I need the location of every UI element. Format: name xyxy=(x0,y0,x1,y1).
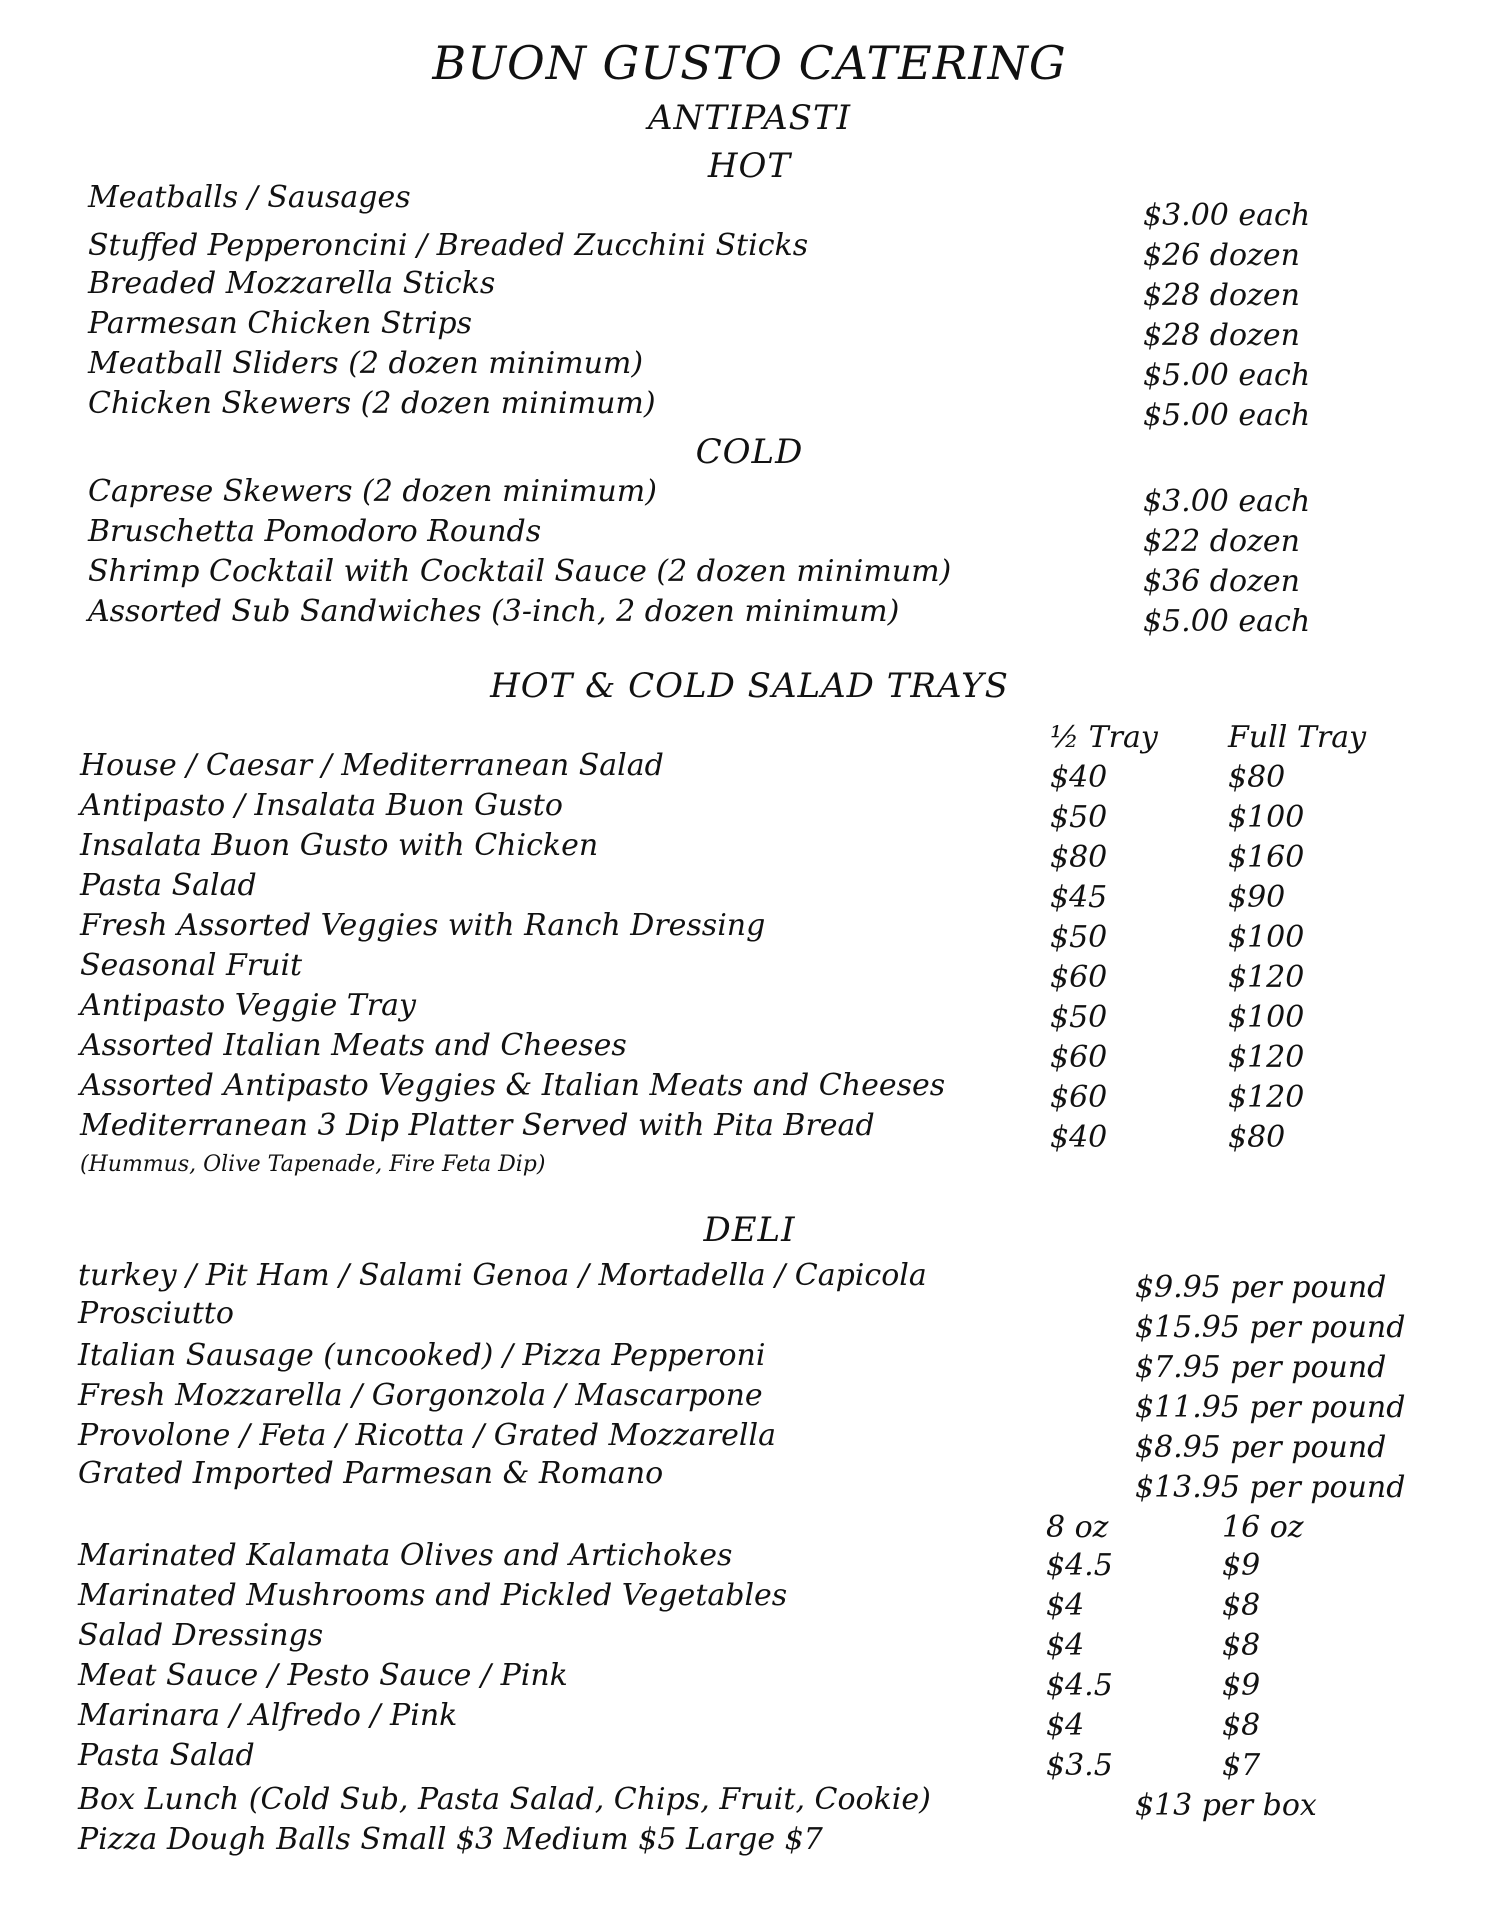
menu-price-8oz: $4.5 xyxy=(1046,1668,1113,1703)
subheading-hot: HOT xyxy=(707,146,792,186)
menu-item-box-lunch: Box Lunch (Cold Sub, Pasta Salad, Chips, Fruit, Cookie) xyxy=(78,1782,931,1817)
menu-price-16oz: $9 xyxy=(1222,1668,1261,1703)
menu-item: Prosciutto xyxy=(78,1296,234,1331)
section-heading-antipasti: ANTIPASTI xyxy=(647,98,852,138)
menu-price-full: $100 xyxy=(1228,920,1305,955)
menu-item: House / Caesar / Mediterranean Salad xyxy=(80,748,664,783)
menu-price-16oz: $8 xyxy=(1222,1708,1261,1743)
menu-item: Breaded Mozzarella Sticks xyxy=(88,266,496,301)
menu-price-8oz: $4.5 xyxy=(1046,1548,1113,1583)
menu-price: $28 dozen xyxy=(1143,278,1300,313)
menu-price: $5.00 each xyxy=(1143,398,1311,433)
menu-price-half: $40 xyxy=(1050,1120,1108,1155)
menu-price-full: $120 xyxy=(1228,960,1305,995)
menu-price: $28 dozen xyxy=(1143,318,1300,353)
menu-item: turkey / Pit Ham / Salami Genoa / Mortadella / Capicola xyxy=(78,1258,927,1293)
menu-item: Stuffed Pepperoncini / Breaded Zucchini Sticks xyxy=(88,228,809,263)
menu-item: Seasonal Fruit xyxy=(80,948,303,983)
menu-price-half: $60 xyxy=(1050,1080,1108,1115)
menu-item: Parmesan Chicken Strips xyxy=(88,306,473,341)
menu-item: Chicken Skewers (2 dozen minimum) xyxy=(88,386,656,421)
menu-price-16oz: $8 xyxy=(1222,1588,1261,1623)
menu-item-pizza-dough: Pizza Dough Balls Small $3 Medium $5 Large $7 xyxy=(78,1822,823,1857)
section-heading-salad-trays: HOT & COLD SALAD TRAYS xyxy=(490,666,1009,706)
menu-price-box-lunch: $13 per box xyxy=(1135,1788,1317,1823)
menu-item: Fresh Assorted Veggies with Ranch Dressing xyxy=(80,908,766,943)
menu-price: $26 dozen xyxy=(1143,238,1300,273)
menu-price-full: $160 xyxy=(1228,840,1305,875)
menu-price-full: $100 xyxy=(1228,1000,1305,1035)
menu-price-full: $90 xyxy=(1228,880,1286,915)
menu-item: Mediterranean 3 Dip Platter Served with Pita Bread xyxy=(80,1108,875,1143)
menu-price: $5.00 each xyxy=(1143,604,1311,639)
menu-item: Caprese Skewers (2 dozen minimum) xyxy=(88,474,657,509)
menu-price: $22 dozen xyxy=(1143,524,1300,559)
menu-price-16oz: $9 xyxy=(1222,1548,1261,1583)
menu-price-half: $50 xyxy=(1050,800,1108,835)
menu-item: Assorted Italian Meats and Cheeses xyxy=(80,1028,627,1063)
menu-price-16oz: $8 xyxy=(1222,1628,1261,1663)
menu-item: Grated Imported Parmesan & Romano xyxy=(78,1456,664,1491)
menu-price-half: $80 xyxy=(1050,840,1108,875)
column-header-full-tray: Full Tray xyxy=(1228,720,1367,755)
menu-price-8oz: $3.5 xyxy=(1046,1748,1113,1783)
menu-price-full: $120 xyxy=(1228,1080,1305,1115)
menu-title: BUON GUSTO CATERING xyxy=(432,36,1067,90)
menu-item: Marinara / Alfredo / Pink xyxy=(78,1698,458,1733)
menu-price-full: $80 xyxy=(1228,1120,1286,1155)
menu-price-half: $60 xyxy=(1050,1040,1108,1075)
menu-price-half: $45 xyxy=(1050,880,1108,915)
menu-item: Pasta Salad xyxy=(78,1738,255,1773)
menu-price: $8.95 per pound xyxy=(1135,1430,1387,1465)
menu-item: Provolone / Feta / Ricotta / Grated Mozzarella xyxy=(78,1418,776,1453)
menu-price-8oz: $4 xyxy=(1046,1588,1085,1623)
menu-price-half: $50 xyxy=(1050,920,1108,955)
menu-item: Assorted Antipasto Veggies & Italian Meats and Cheeses xyxy=(80,1068,946,1103)
menu-price: $36 dozen xyxy=(1143,564,1300,599)
menu-item: Italian Sausage (uncooked) / Pizza Pepperoni xyxy=(78,1338,766,1373)
menu-price: $11.95 per pound xyxy=(1135,1390,1406,1425)
menu-price: $3.00 each xyxy=(1143,484,1311,519)
menu-price-16oz: $7 xyxy=(1222,1748,1261,1783)
menu-item: Meatballs / Sausages xyxy=(88,180,411,215)
menu-item: Marinated Mushrooms and Pickled Vegetables xyxy=(78,1578,788,1613)
menu-price-half: $60 xyxy=(1050,960,1108,995)
menu-item: Insalata Buon Gusto with Chicken xyxy=(80,828,599,863)
menu-price-full: $120 xyxy=(1228,1040,1305,1075)
menu-price-8oz: $4 xyxy=(1046,1628,1085,1663)
menu-item: Shrimp Cocktail with Cocktail Sauce (2 dozen minimum) xyxy=(88,554,952,589)
menu-item-note: (Hummus, Olive Tapenade, Fire Feta Dip) xyxy=(80,1152,546,1177)
menu-price: $3.00 each xyxy=(1143,198,1311,233)
column-header-half-tray: ½ Tray xyxy=(1050,720,1158,755)
menu-item: Meat Sauce / Pesto Sauce / Pink xyxy=(78,1658,568,1693)
menu-price: $13.95 per pound xyxy=(1135,1470,1406,1505)
menu-price: $7.95 per pound xyxy=(1135,1350,1387,1385)
menu-price: $9.95 per pound xyxy=(1135,1270,1387,1305)
menu-item: Pasta Salad xyxy=(80,868,257,903)
menu-item: Marinated Kalamata Olives and Artichokes xyxy=(78,1538,733,1573)
menu-item: Salad Dressings xyxy=(78,1618,324,1653)
menu-price: $5.00 each xyxy=(1143,358,1311,393)
menu-item: Antipasto / Insalata Buon Gusto xyxy=(80,788,563,823)
menu-item: Bruschetta Pomodoro Rounds xyxy=(88,514,542,549)
section-heading-deli: DELI xyxy=(703,1210,796,1250)
menu-item: Fresh Mozzarella / Gorgonzola / Mascarpone xyxy=(78,1378,763,1413)
menu-price-half: $40 xyxy=(1050,760,1108,795)
menu-item: Assorted Sub Sandwiches (3-inch, 2 dozen minimum) xyxy=(88,594,900,629)
subheading-cold: COLD xyxy=(695,432,804,472)
menu-item: Antipasto Veggie Tray xyxy=(80,988,416,1023)
menu-price-half: $50 xyxy=(1050,1000,1108,1035)
menu-item: Meatball Sliders (2 dozen minimum) xyxy=(88,346,644,381)
menu-price-full: $80 xyxy=(1228,760,1286,795)
menu-price-full: $100 xyxy=(1228,800,1305,835)
menu-price: $15.95 per pound xyxy=(1135,1310,1406,1345)
column-header-16oz: 16 oz xyxy=(1222,1510,1304,1545)
column-header-8oz: 8 oz xyxy=(1046,1510,1109,1545)
menu-price-8oz: $4 xyxy=(1046,1708,1085,1743)
